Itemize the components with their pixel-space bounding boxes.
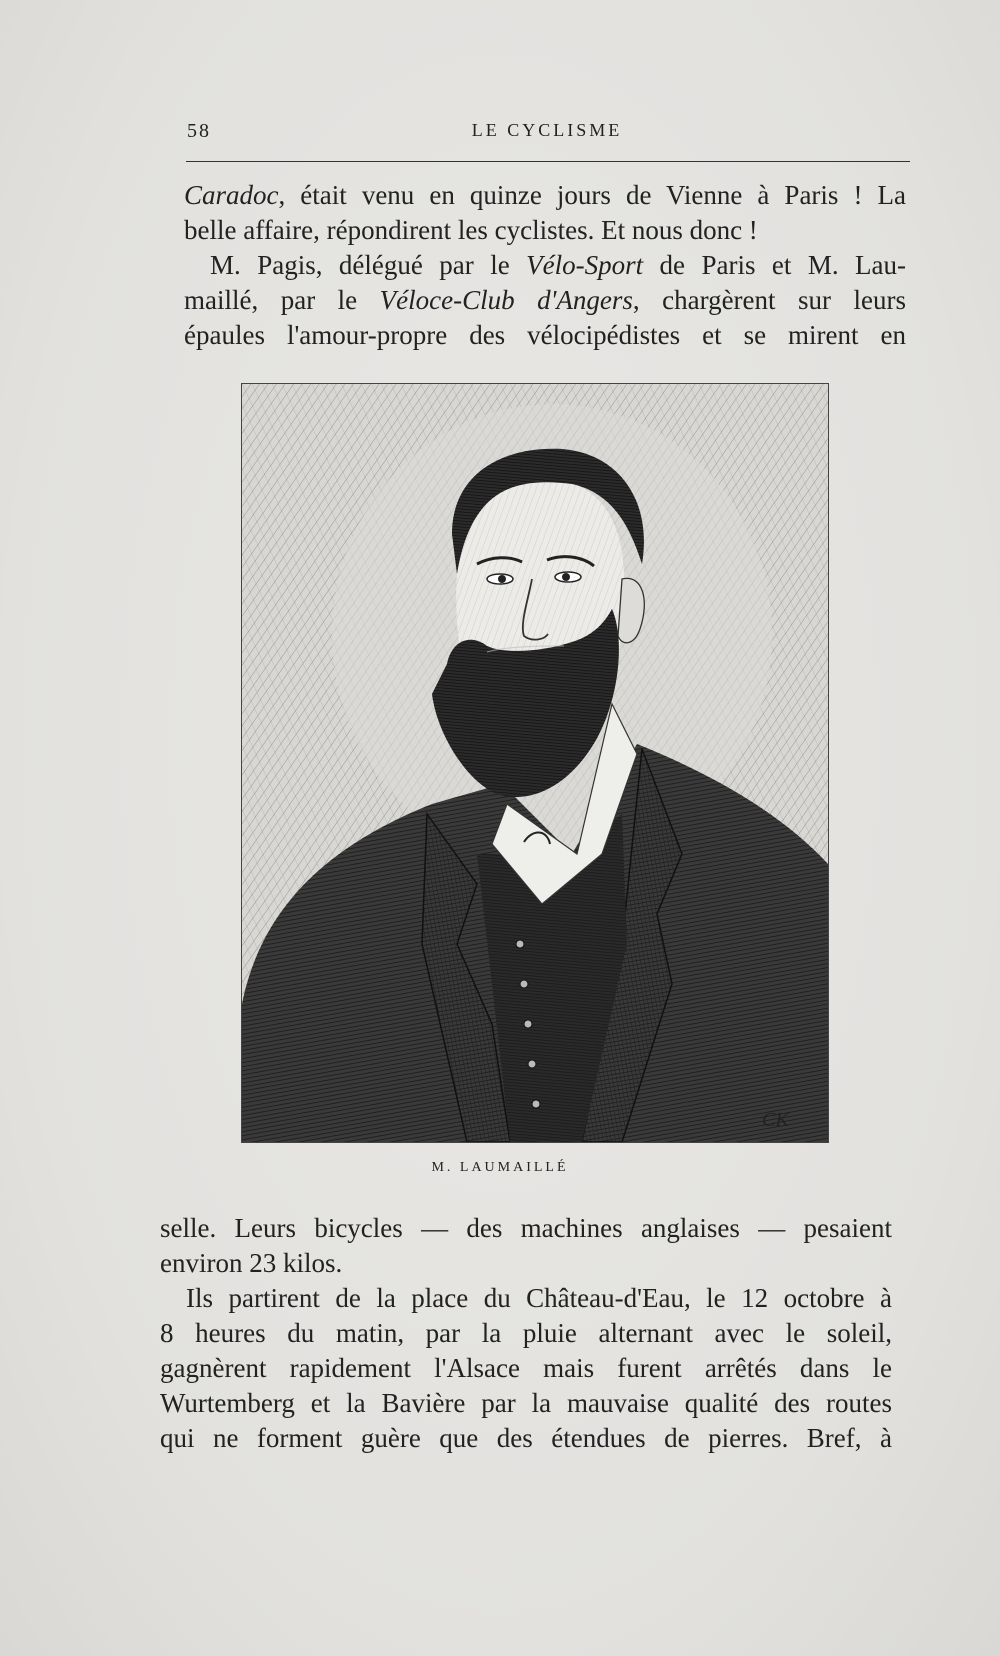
text-line: [184, 213, 906, 248]
text-line: [184, 318, 906, 353]
text-run: , chargèrent sur leurs: [632, 285, 906, 315]
text-run: M. Pagis, délégué par le: [210, 250, 527, 280]
text-line: [160, 1386, 892, 1421]
header-rule: [186, 161, 910, 162]
text-run: de Paris et M. Lau-: [643, 250, 906, 280]
figure-caption: M. LAUMAILLÉ: [431, 1160, 569, 1175]
italic-text: Véloce-Club d'Angers: [379, 285, 633, 315]
portrait-illustration: [242, 384, 828, 1142]
text-run: Wurtemberg et la Bavière par la mauvaise qualité des routes: [160, 1388, 892, 1418]
text-line: [160, 1281, 892, 1316]
running-head: [187, 120, 907, 146]
text-run: gagnèrent rapidement l'Alsace mais furent arrêtés dans le: [160, 1353, 892, 1383]
text-line: [184, 248, 906, 283]
text-line: [160, 1316, 892, 1351]
text-line: [160, 1421, 892, 1456]
text-line: [160, 1211, 892, 1246]
text-run: épaules l'amour-propre des vélocipédistes et se mirent en: [184, 320, 906, 350]
italic-text: Caradoc: [184, 180, 279, 210]
text-run: , était venu en quinze jours de Vienne à Paris ! La: [278, 180, 906, 210]
paragraph-bottom: [160, 1211, 892, 1456]
text-run: Ils partirent de la place du Château-d'Eau, le 12 octobre à: [186, 1283, 892, 1313]
text-run: 8 heures du matin, par la pluie alternant avec le soleil,: [160, 1318, 892, 1348]
text-run: selle. Leurs bicycles — des machines anglaises — pesaient: [160, 1213, 892, 1243]
text-run: belle affaire, répondirent les cyclistes. Et nous donc !: [184, 215, 758, 245]
text-run: maillé, par le: [184, 285, 380, 315]
text-run: qui ne forment guère que des étendues de pierres. Bref, à: [160, 1423, 892, 1453]
page-number: 58: [187, 120, 211, 142]
italic-text: Vélo-Sport: [526, 250, 644, 280]
paragraph-top: [184, 178, 906, 353]
running-title: LE CYCLISME: [471, 120, 623, 140]
text-run: environ 23 kilos.: [160, 1248, 343, 1278]
text-line: [184, 283, 906, 318]
text-line: [160, 1246, 892, 1281]
text-line: [160, 1351, 892, 1386]
engraver-signature: CK: [762, 1109, 789, 1131]
text-line: [184, 178, 906, 213]
portrait-engraving: [241, 383, 829, 1143]
